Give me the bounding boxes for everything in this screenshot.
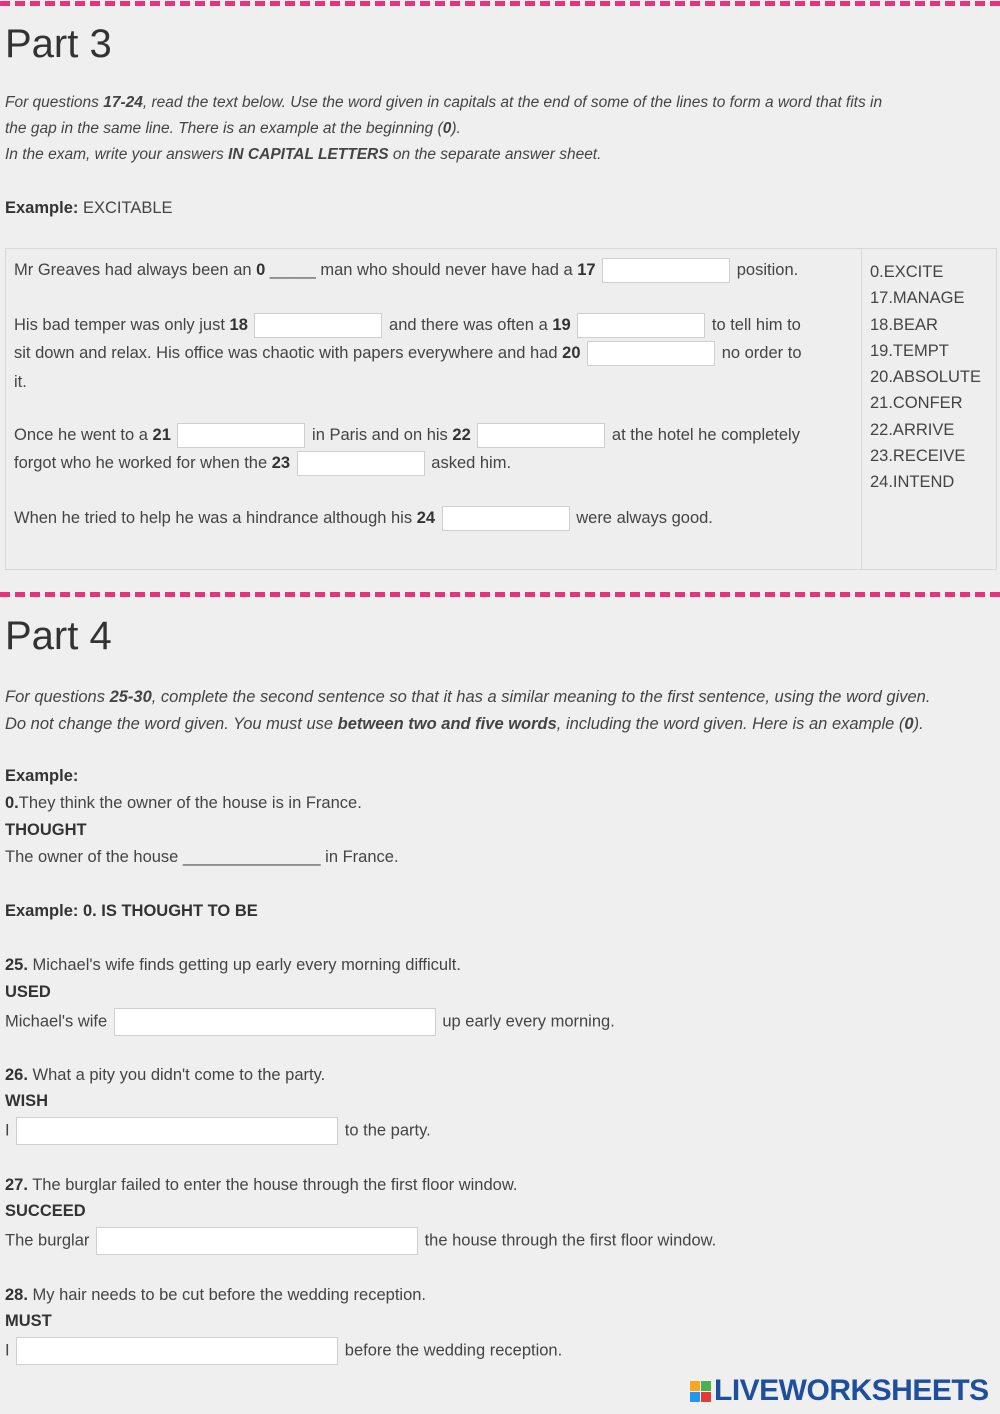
- question-prefix: Michael's wife: [5, 1012, 108, 1031]
- word-item: 24.INTEND: [870, 473, 955, 492]
- example-label: Example:: [5, 199, 79, 217]
- part4-title: Part 4: [5, 614, 112, 658]
- logo-icon: [690, 1381, 711, 1402]
- instr-text: , read the text below. Use the word given in capitals at the end of some of the lines to form a word that fits in: [142, 94, 883, 111]
- word-item: 18.BEAR: [870, 315, 938, 334]
- question-keyword: MUST: [5, 1312, 52, 1330]
- text-fragment: His bad temper was only just: [14, 315, 230, 334]
- gap-number: 17: [577, 260, 596, 279]
- word-item: 17.MANAGE: [870, 289, 965, 308]
- answer-input-19[interactable]: [577, 313, 705, 338]
- middle-dashed-divider: [0, 592, 1000, 597]
- text-fragment: sit down and relax. His office was chaotic with papers everywhere and had: [14, 343, 563, 362]
- word-item: 20.ABSOLUTE: [870, 368, 981, 387]
- word-item: 23.RECEIVE: [870, 447, 966, 466]
- answer-input-27[interactable]: [96, 1227, 418, 1255]
- logo-text: LIVEWORKSHEETS: [714, 1374, 989, 1407]
- example-answer-text: Example: 0. IS THOUGHT TO BE: [5, 902, 258, 920]
- question-sentence: The burglar failed to enter the house through the first floor window.: [27, 1176, 518, 1194]
- part4-instructions: [5, 684, 1000, 738]
- word-list: [870, 259, 981, 496]
- word-item: 19.TEMPT: [870, 341, 949, 360]
- question-prefix: I: [5, 1121, 10, 1140]
- text-fragment: forgot who he worked for when the: [14, 453, 272, 472]
- instr-example-number: 0: [442, 120, 452, 137]
- example-sentence-text: They think the owner of the house is in France.: [18, 794, 362, 812]
- answer-input-23[interactable]: [297, 451, 425, 476]
- question-27-keyword: [5, 1202, 86, 1221]
- question-28-keyword: [5, 1312, 52, 1331]
- text-fragment: in Paris and on his: [307, 425, 453, 444]
- text-fragment: and there was often a: [384, 315, 553, 334]
- text-fragment: _____ man who should never have had a: [265, 260, 578, 279]
- instr-text: on the separate answer sheet.: [388, 146, 602, 163]
- text-fragment: to tell him to: [707, 315, 801, 334]
- text-line: [14, 341, 802, 366]
- part3-example: [5, 199, 173, 218]
- text-fragment: were always good.: [571, 508, 713, 527]
- instr-text: For questions: [5, 688, 110, 706]
- answer-input-24[interactable]: [442, 506, 570, 531]
- part3-title: Part 3: [5, 22, 112, 66]
- example-answer: [5, 902, 258, 921]
- gap-number: 24: [416, 508, 436, 527]
- example-keyword: [5, 821, 87, 840]
- instr-text: , including the word given. Here is an example (: [556, 715, 905, 733]
- instr-range: 25-30: [109, 688, 152, 706]
- text-line: [14, 423, 800, 448]
- text-fragment: position.: [732, 260, 799, 279]
- question-keyword: SUCCEED: [5, 1202, 86, 1220]
- text-fragment: When he tried to help he was a hindrance although his: [14, 508, 417, 527]
- text-line: [14, 313, 801, 338]
- question-suffix: the house through the first floor window.: [424, 1231, 717, 1250]
- text-line: [14, 506, 713, 531]
- text-fragment: at the hotel he completely: [607, 425, 800, 444]
- instr-text: , complete the second sentence so that it has a similar meaning to the first sentence, using the word given.: [151, 688, 931, 706]
- answer-input-20[interactable]: [587, 341, 715, 366]
- gap-number: 19: [552, 315, 571, 334]
- question-number: 26.: [5, 1066, 28, 1084]
- question-25-sentence: [5, 956, 461, 975]
- answer-input-26[interactable]: [16, 1117, 338, 1145]
- instr-text: For questions: [5, 94, 104, 111]
- gap-number: 18: [229, 315, 248, 334]
- answer-input-18[interactable]: [254, 313, 382, 338]
- text-fragment: Once he went to a: [14, 425, 153, 444]
- instr-example-number: 0: [904, 715, 914, 733]
- top-dashed-divider: [0, 1, 1000, 6]
- part3-instructions: [5, 90, 1000, 168]
- text-fragment: Mr Greaves had always been an: [14, 260, 257, 279]
- gap-number: 21: [152, 425, 171, 444]
- gap-number: 23: [271, 453, 291, 472]
- question-27-sentence: [5, 1176, 517, 1195]
- question-26-sentence: [5, 1066, 325, 1085]
- instr-text: In the exam, write your answers: [5, 146, 229, 163]
- question-number: 25.: [5, 956, 28, 974]
- word-item: 21.CONFER: [870, 394, 963, 413]
- example-value: EXCITABLE: [78, 199, 173, 217]
- instr-text: ).: [913, 715, 924, 733]
- text-fragment: it.: [14, 373, 27, 391]
- question-sentence: My hair needs to be cut before the wedding reception.: [27, 1286, 427, 1304]
- text-line: [14, 258, 798, 283]
- instr-range: 17-24: [103, 94, 143, 111]
- column-divider: [861, 249, 862, 569]
- answer-input-25[interactable]: [114, 1008, 436, 1036]
- answer-input-28[interactable]: [16, 1337, 338, 1365]
- question-number: 27.: [5, 1176, 28, 1194]
- question-sentence: Michael's wife finds getting up early every morning difficult.: [27, 956, 461, 974]
- question-keyword: USED: [5, 983, 51, 1001]
- question-prefix: I: [5, 1341, 10, 1360]
- text-fragment: no order to: [717, 343, 802, 362]
- question-26-line: [5, 1117, 431, 1145]
- question-keyword: WISH: [5, 1092, 49, 1110]
- example-number: 0.: [5, 794, 19, 812]
- answer-input-22[interactable]: [477, 423, 605, 448]
- example-keyword-text: THOUGHT: [5, 821, 87, 839]
- instr-emphasis: IN CAPITAL LETTERS: [228, 146, 389, 163]
- gap-number: 20: [562, 343, 581, 362]
- question-26-keyword: [5, 1092, 48, 1111]
- instr-emphasis: between two and five words: [337, 715, 557, 733]
- word-item: 22.ARRIVE: [870, 420, 955, 439]
- question-25-line: [5, 1008, 615, 1036]
- question-27-line: [5, 1227, 716, 1255]
- text-fragment: asked him.: [426, 453, 512, 472]
- question-number: 28.: [5, 1286, 28, 1304]
- text-line: [14, 373, 27, 392]
- question-suffix: up early every morning.: [442, 1012, 615, 1031]
- gap-number: 0: [256, 260, 266, 279]
- instr-text: the gap in the same line. There is an example at the beginning (: [5, 120, 443, 137]
- question-28-sentence: [5, 1286, 426, 1305]
- question-suffix: before the wedding reception.: [344, 1341, 563, 1360]
- example-sentence: [5, 794, 362, 813]
- liveworksheets-logo: [690, 1374, 989, 1408]
- instr-text: Do not change the word given. You must use: [5, 715, 338, 733]
- part3-text-box: [5, 248, 997, 570]
- text-line: [14, 451, 511, 476]
- example-label: [5, 767, 78, 786]
- answer-input-21[interactable]: [177, 423, 305, 448]
- example-line: The owner of the house _______________ in France.: [5, 848, 399, 866]
- question-prefix: The burglar: [5, 1231, 90, 1250]
- answer-input-17[interactable]: [602, 258, 730, 283]
- question-28-line: [5, 1337, 562, 1365]
- question-suffix: to the party.: [344, 1121, 431, 1140]
- gap-number: 22: [452, 425, 471, 444]
- instr-text: ).: [451, 120, 461, 137]
- example-label-text: Example:: [5, 767, 79, 785]
- word-item: 0.EXCITE: [870, 263, 944, 281]
- question-sentence: What a pity you didn't come to the party.: [27, 1066, 326, 1084]
- question-25-keyword: [5, 983, 51, 1002]
